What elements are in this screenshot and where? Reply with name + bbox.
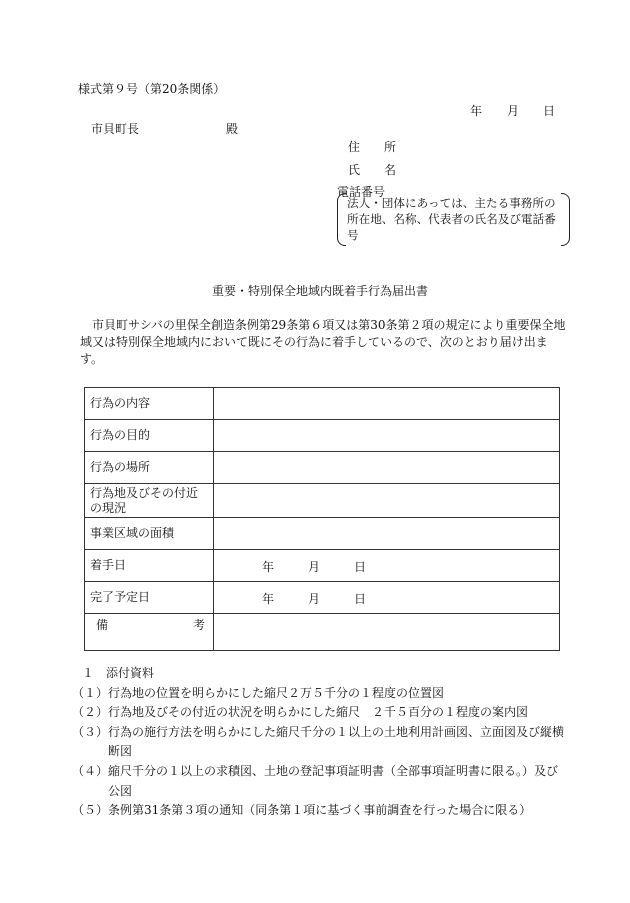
attachment-num: （４） xyxy=(72,763,109,778)
table-row xyxy=(85,420,560,452)
purpose-label: 行為の目的 xyxy=(85,420,214,452)
addressee-honorific: 殿 xyxy=(226,122,239,136)
attachment-num: （３） xyxy=(72,724,109,739)
attachments-section xyxy=(72,664,576,821)
area-field[interactable] xyxy=(214,518,560,550)
table-row xyxy=(85,518,560,550)
table-row xyxy=(85,484,560,518)
table-row xyxy=(85,452,560,484)
content-label: 行為の内容 xyxy=(85,388,214,420)
date-month-label: 月 xyxy=(507,104,520,118)
start-year: 年 xyxy=(262,560,275,574)
name-label: 氏 名 xyxy=(348,163,397,177)
table-row xyxy=(85,582,560,614)
corporate-note-bracket xyxy=(337,193,570,246)
attachment-item xyxy=(72,684,576,704)
attachment-num: （２） xyxy=(72,705,109,720)
end-month: 月 xyxy=(308,592,321,606)
location-field[interactable] xyxy=(214,452,560,484)
attachments-heading: １ 添付資料 xyxy=(82,666,155,680)
start-date-label: 着手日 xyxy=(85,550,214,582)
attachment-num: （１） xyxy=(72,685,109,700)
start-day: 日 xyxy=(354,560,367,574)
attachment-item xyxy=(72,723,576,762)
surroundings-label: 行為地及びその付近の現況 xyxy=(85,484,214,518)
date-day-label: 日 xyxy=(543,104,556,118)
attachment-item xyxy=(72,703,576,723)
attachment-text: 条例第31条第３項の通知（同条第１項に基づく事前調査を行った場合に限る） xyxy=(108,803,532,818)
area-label: 事業区域の面積 xyxy=(85,518,214,550)
end-date-field[interactable] xyxy=(214,582,560,614)
addressee-name: 市貝町長 xyxy=(91,122,140,136)
attachment-num: （５） xyxy=(72,803,109,818)
attachment-item xyxy=(72,762,576,801)
start-month: 月 xyxy=(308,560,321,574)
attachment-text: 行為の施行方法を明らかにした縮尺千分の１以上の土地利用計画図、立面図及び縦横断図 xyxy=(108,724,565,759)
table-row xyxy=(85,550,560,582)
document-title: 重要・特別保全地域内既着手行為届出書 xyxy=(212,284,429,298)
left-bracket xyxy=(337,193,346,246)
remarks-field[interactable] xyxy=(214,614,560,651)
remarks-char-2: 考 xyxy=(192,618,205,632)
end-day: 日 xyxy=(354,592,367,606)
table-row xyxy=(85,388,560,420)
attachment-text: 行為地の位置を明らかにした縮尺２万５千分の１程度の位置図 xyxy=(108,685,445,700)
end-date-label: 完了予定日 xyxy=(85,582,214,614)
phone-label: 電話番号 xyxy=(337,185,386,199)
content-field[interactable] xyxy=(214,388,560,420)
form-number: 様式第９号（第20条関係） xyxy=(78,82,226,96)
attachment-item xyxy=(72,801,576,821)
purpose-field[interactable] xyxy=(214,420,560,452)
body-text: 市貝町サシバの里保全創造条例第29条第６項又は第30条第２項の規定により重要保全地域又は特別保全地域内において既にその行為に着手しているので、次のとおり届け出ます。 xyxy=(80,318,566,366)
date-year-label: 年 xyxy=(470,104,483,118)
attachment-text: 行為地及びその付近の状況を明らかにした縮尺 ２千５百分の１程度の案内図 xyxy=(108,705,529,720)
remarks-char-1: 備 xyxy=(96,618,109,632)
surroundings-field[interactable] xyxy=(214,484,560,518)
attachment-text: 縮尺千分の１以上の求積図、土地の登記事項証明書（全部事項証明書に限る。）及び公図 xyxy=(108,763,559,798)
table-row xyxy=(85,614,560,651)
corporate-note: 法人・団体にあっては、主たる事務所の所在地、名称、代表者の氏名及び電話番号 xyxy=(347,196,556,242)
start-date-field[interactable] xyxy=(214,550,560,582)
address-label: 住 所 xyxy=(348,140,397,154)
remarks-label xyxy=(85,614,214,651)
application-table xyxy=(84,387,560,651)
location-label: 行為の場所 xyxy=(85,452,214,484)
end-year: 年 xyxy=(262,592,275,606)
